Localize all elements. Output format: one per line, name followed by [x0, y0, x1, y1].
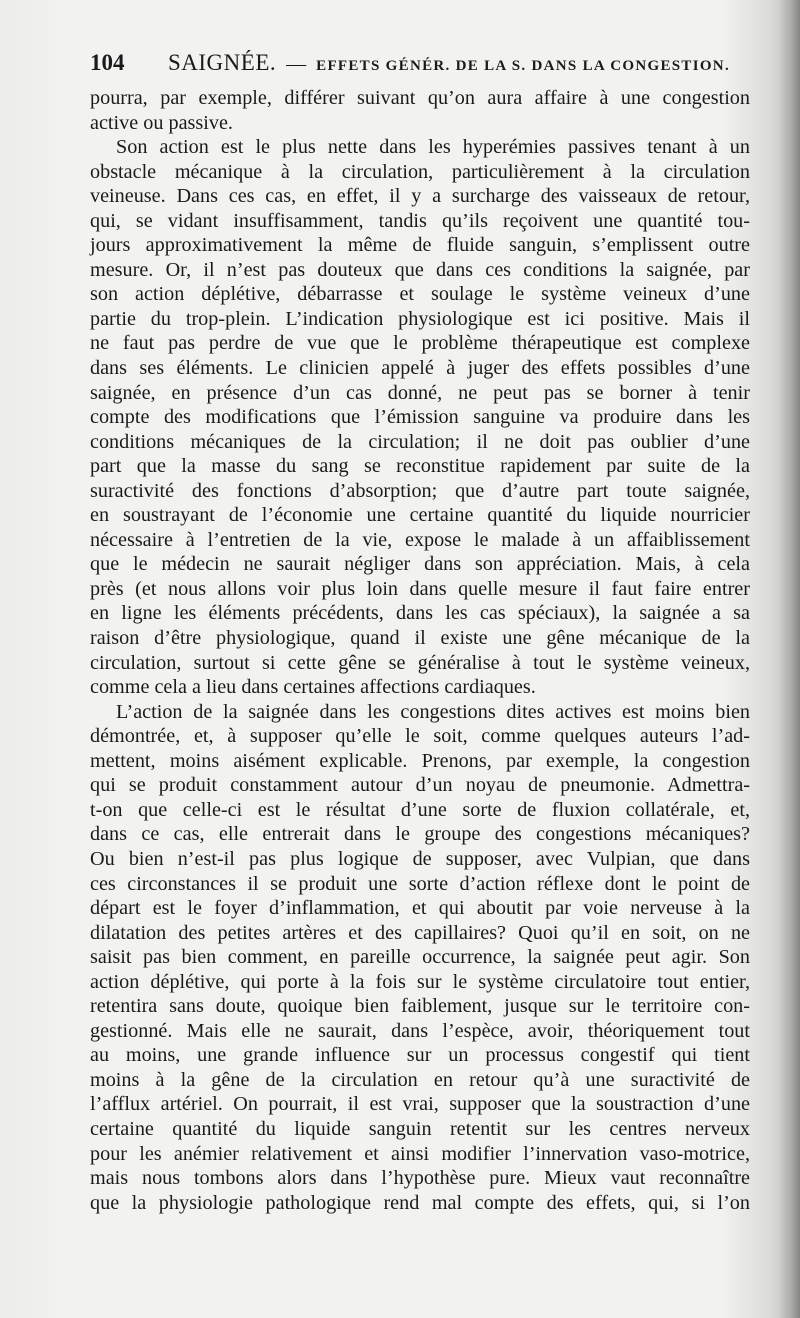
text-line: dans ses éléments. Le clinicien appelé à juger des effets possibles d’une	[90, 357, 750, 380]
text-line: raison d’être physiologique, quand il existe une gêne mécanique de la	[90, 627, 750, 650]
running-subtitle: EFFETS GÉNÉR. DE LA S. DANS LA CONGESTION.	[316, 58, 730, 74]
text-line: Son action est le plus nette dans les hyperémies passives tenant à un	[116, 136, 750, 159]
text-line: retentira sans doute, quoique bien faiblement, jusque sur le territoire con-	[90, 995, 750, 1018]
text-line: compte des modifications que l’émission sanguine va produire dans les	[90, 406, 750, 429]
text-line: l’afflux artériel. On pourrait, il est vrai, supposer que la soustraction d’une	[90, 1093, 750, 1116]
running-header	[90, 50, 760, 84]
text-line: qui, se vidant insuffisamment, tandis qu’ils reçoivent une quantité tou-	[90, 209, 750, 232]
text-line: t-on que celle-ci est le résultat d’une sorte de fluxion collatérale, et,	[90, 798, 750, 821]
text-line: mettent, moins aisément explicable. Prenons, par exemple, la congestion	[90, 749, 750, 772]
text-line: circulation, surtout si cette gêne se généralise à tout le système veineux,	[90, 651, 750, 674]
text-line: mais nous tombons alors dans l’hypothèse pure. Mieux vaut reconnaître	[90, 1167, 750, 1190]
text-line: gestionné. Mais elle ne saurait, dans l’espèce, avoir, théoriquement tout	[90, 1019, 750, 1042]
text-line: nécessaire à l’entretien de la vie, expose le malade à un affaiblissement	[90, 528, 750, 551]
text-line: certaine quantité du liquide sanguin retentit sur les centres nerveux	[90, 1117, 750, 1140]
text-line: près (et nous allons voir plus loin dans quelle mesure il faut faire entrer	[90, 577, 750, 600]
text-line: L’action de la saignée dans les congestions dites actives est moins bien	[116, 700, 750, 723]
text-line: obstacle mécanique à la circulation, particulièrement à la circulation	[90, 160, 750, 183]
text-line: démontrée, et, à supposer qu’elle le soit, comme quelques auteurs l’ad-	[90, 725, 750, 748]
text-line: dans ce cas, elle entrerait dans le groupe des congestions mécaniques?	[90, 823, 750, 846]
text-line: part que la masse du sang se reconstitue rapidement par suite de la	[90, 455, 750, 478]
text-line: saignée, en présence d’un cas donné, ne peut pas se borner à tenir	[90, 381, 750, 404]
body-text	[90, 86, 750, 1215]
text-line: pour les anémier relativement et ainsi modifier l’innervation vaso-motrice,	[90, 1142, 750, 1165]
text-line: ne faut pas perdre de vue que le problème thérapeutique est complexe	[90, 332, 750, 355]
text-line: dilatation des petites artères et des capillaires? Quoi qu’il en soit, on ne	[90, 921, 750, 944]
running-title: SAIGNÉE.	[168, 50, 277, 75]
text-line: comme cela a lieu dans certaines affections cardiaques.	[90, 676, 536, 699]
text-line: que la physiologie pathologique rend mal compte des effets, qui, si l’on	[90, 1191, 750, 1214]
text-line: veineuse. Dans ces cas, en effet, il y a surcharge des vaisseaux de retour,	[90, 185, 750, 208]
text-line: au moins, une grande influence sur un processus congestif qui tient	[90, 1044, 750, 1067]
text-line: départ est le foyer d’inflammation, et qui aboutit par voie nerveuse à la	[90, 897, 750, 920]
text-line: pourra, par exemple, différer suivant qu’on aura affaire à une congestion	[90, 87, 750, 109]
text-line: en soustrayant de l’économie une certaine quantité du liquide nourricier	[90, 504, 750, 527]
text-line: active ou passive.	[90, 111, 233, 134]
text-line: ces circonstances il se produit une sorte d’action réflexe dont le point de	[90, 872, 750, 895]
text-line: mesure. Or, il n’est pas douteux que dans ces conditions la saignée, par	[90, 258, 750, 281]
text-line: que le médecin ne saurait négliger dans son appréciation. Mais, à cela	[90, 553, 750, 576]
header-dash: —	[286, 53, 307, 75]
text-line: moins à la gêne de la circulation en retour qu’à une suractivité de	[90, 1068, 750, 1091]
page-edge-shadow	[778, 0, 800, 1318]
text-line: partie du trop-plein. L’indication physiologique est ici positive. Mais il	[90, 307, 750, 330]
text-line: son action déplétive, débarrasse et soulage le système veineux d’une	[90, 283, 750, 306]
text-line: saisit pas bien comment, en pareille occurrence, la saignée peut agir. Son	[90, 946, 750, 969]
text-line: qui se produit constamment autour d’un noyau de pneumonie. Admettra-	[90, 774, 750, 797]
text-line: en ligne les éléments précédents, dans les cas spéciaux), la saignée a sa	[90, 602, 750, 625]
text-line: Ou bien n’est-il pas plus logique de supposer, avec Vulpian, que dans	[90, 847, 750, 870]
text-line: action déplétive, qui porte à la fois sur le système circulatoire tout entier,	[90, 970, 750, 993]
page-number: 104	[90, 50, 125, 75]
text-line: suractivité des fonctions d’absorption; que d’autre part toute saignée,	[90, 479, 750, 502]
text-line: conditions mécaniques de la circulation; il ne doit pas oublier d’une	[90, 430, 750, 453]
text-line: jours approximativement la même de fluide sanguin, s’emplissent outre	[90, 234, 750, 257]
